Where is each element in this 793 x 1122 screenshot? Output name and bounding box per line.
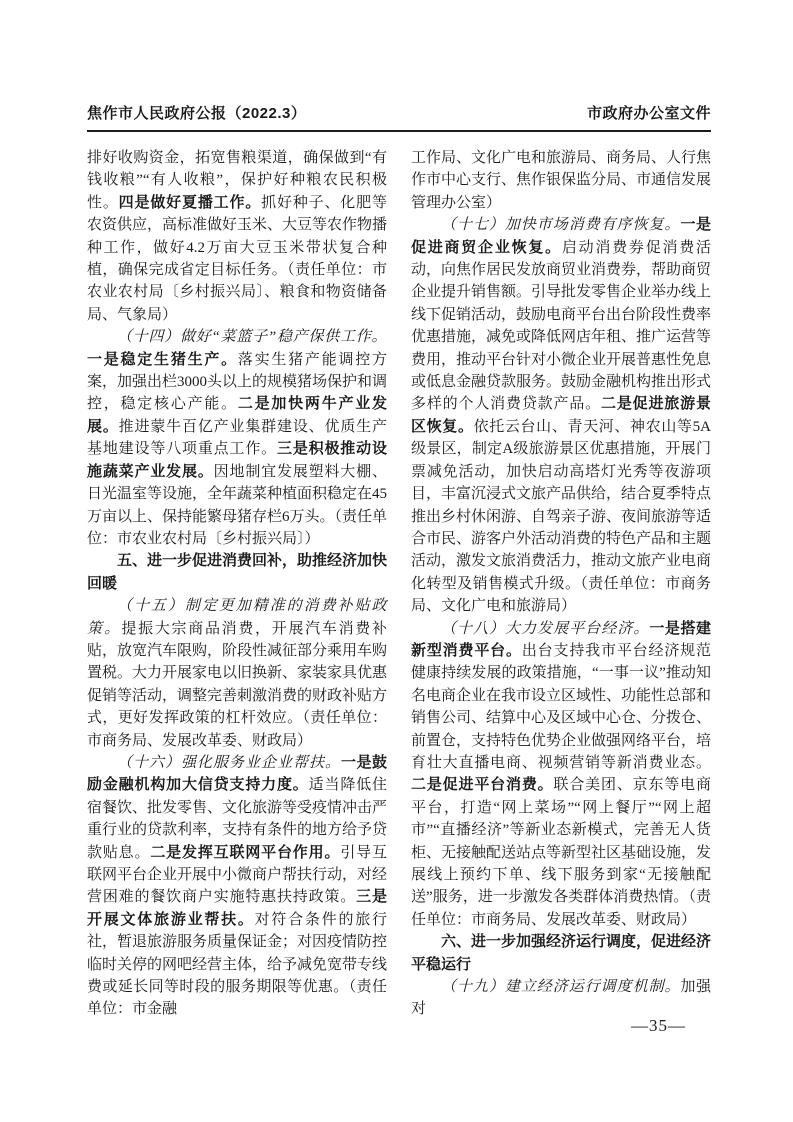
text-run-normal: 抓好种子、化肥等农资供应，高标准做好玉米、大豆等农作物播种工作，做好4.2万亩大豆玉米带状复合种植，确保完成省定目标任务。（责任单位：市农业农村局〔乡村振兴局〕、粮食和物资储备局、气象局） (87, 194, 388, 323)
text-run-bold: 四是做好夏播工作。 (118, 193, 262, 211)
text-run-kai: （十九）建立经济运行调度机制。 (441, 979, 681, 996)
body-paragraph (411, 147, 711, 214)
text-run-bold: 二是发挥互联网平台作用。 (150, 843, 341, 861)
header-rule (87, 130, 711, 132)
text-run-normal: 排好收购资金，拓宽售粮渠道，确保做到“有钱收粮”“有人收粮”，保护好种粮农民积极性。 (87, 150, 387, 211)
text-run-normal: 启动消费券促消费活动，向焦作居民发放商贸业消费券，帮助商贸企业提升销售额。引导批发零售企业举办线上线下促销活动，鼓励电商平台出台阶段性费率优惠措施，减免或降低网店年租、推广运营等费用，推动平台针对小微企业开展普惠性免息或低息金融贷款服务。鼓励金融机构推出形式多样的个人消费贷款产品。 (411, 239, 712, 413)
text-run-kai: （十五）制定更加精准的消费补贴政策。 (87, 598, 387, 637)
text-run-bold: 一是促进商贸企业恢复。 (411, 216, 711, 256)
column-left (87, 147, 387, 1021)
text-run-normal: 出台支持我市平台经济规范健康持续发展的政策措施，“一事一议”推动知名电商企业在我市设立区域性、功能性总部和销售公司、结算中心及区域中心仓、分拨仓、前置仓，支持特色优势企业做强网络平台，培育壮大直播电商、视频营销等新消费业态。 (411, 642, 712, 771)
text-run-kai: （十七）加快市场消费有序恢复。 (441, 217, 681, 234)
text-run-normal: 提振大宗商品消费，开展汽车消费补贴，放宽汽车限购，阶段性减征部分乘用车购置税。大力开展家电以旧换新、家装家具优惠促销等活动，调整完善刺激消费的财政补贴方式，更好发挥政策的杠杆效应。（责任单位：市商务局、发展改革委、财政局） (87, 620, 388, 749)
text-run-bold: 一是搭建新型消费平台。 (411, 619, 711, 659)
text-run-normal: 落实生猪产能调控方案，加强出栏3000头以上的规模猪场保护和调控，稳定核心产能。 (87, 351, 388, 413)
body-paragraph (87, 147, 387, 326)
text-run-normal: 工作局、文化广电和旅游局、商务局、人行焦作市中心支行、焦作银保监分局、市通信发展管理办公室） (411, 150, 712, 211)
text-run-kai: （十四）做好“菜篮子”稳产保供工作。 (117, 329, 387, 346)
body-paragraph (411, 618, 711, 932)
text-run-kai: （十八）大力发展平台经济。 (441, 620, 650, 637)
body-paragraph (87, 326, 387, 550)
text-run-bold: 二是促进旅游景区恢复。 (411, 395, 711, 435)
body-columns (87, 147, 711, 1021)
body-paragraph (411, 976, 711, 1021)
body-paragraph (411, 214, 711, 617)
text-run-normal: 对符合条件的旅行社，暂退旅游服务质量保证金；对因疫情防控临时关停的网吧经营主体，给予减免宽带专线费或延长同等时段的服务期限等优惠。（责任单位：市金融 (87, 911, 388, 1018)
text-run-bold: 一是鼓励金融机构加大信贷支持力度。 (87, 753, 387, 794)
section-heading (411, 931, 711, 976)
text-run-normal: 推进蒙牛百亿产业集群建设、优质生产基地建设等八项重点工作。 (87, 418, 387, 458)
text-run-bold: 三是开展文体旅游业帮扶。 (87, 888, 387, 928)
section-heading (87, 550, 387, 595)
text-run-normal: 加强对 (411, 979, 711, 1018)
text-run-normal: 引导互联网平台企业开展中小微商户帮扶行动，对经营困难的餐饮商户实施特惠扶持政策。 (87, 844, 388, 906)
body-paragraph (87, 595, 387, 752)
text-run-normal: 适当降低住宿餐饮、批发零售、文化旅游等受疫情冲击严重行业的贷款利率，支持有条件的地方给予贷款贴息。 (87, 777, 388, 861)
text-run-bold: 二是加快两牛产业发展。 (87, 395, 387, 435)
text-run-bold: 一是稳定生猪生产。 (87, 350, 238, 368)
running-header (87, 102, 711, 123)
text-run-bold: 三是积极推动设施蔬菜产业发展。 (87, 440, 387, 480)
header-document-category: 市政府办公室文件 (586, 105, 711, 122)
page-number: —35— (631, 1016, 686, 1035)
body-paragraph (87, 752, 387, 1021)
text-run-normal: 依托云台山、青天河、神农山等5A级景区，制定A级旅游景区优惠措施，开展门票减免活动，加快启动高塔灯光秀等夜游项目，丰富沉浸式文旅产品供给，结合夏季特点推出乡村休闲游、自驾亲子游、夜间旅游等适合市民、游客户外活动消费的特色产品和主题活动，激发文旅消费活力，推动文旅产业电商化转型及销售模式升级。（责任单位：市商务局、文化广电和旅游局） (411, 418, 712, 615)
text-run-bold: 五、进一步促进消费回补，助推经济加快回暖 (87, 552, 388, 592)
text-run-kai: （十六）强化服务业企业帮扶。 (117, 754, 341, 771)
text-run-bold: 二是促进平台消费。 (411, 776, 554, 794)
text-run-bold: 六、进一步加强经济运行调度，促进经济平稳运行 (411, 933, 712, 973)
text-run-normal: 因地制宜发展塑料大棚、日光温室等设施，全年蔬菜种植面积稳定在45万亩以上、保持能繁母猪存栏6万头。（责任单位：市农业农村局〔乡村振兴局〕） (87, 463, 388, 547)
column-right (411, 147, 711, 1021)
text-run-normal: 联合美团、京东等电商平台，打造“网上菜场”“网上餐厅”“网上超市”“直播经济”等新业态新模式，完善无人货柜、无接触配送站点等新型社区基础设施，发展线上预约下单、线下服务到家“无接触配送”服务，进一步激发各类群体消费热情。（责任单位：市商务局、发展改革委、财政局） (411, 777, 712, 928)
header-gazette-title: 焦作市人民政府公报（2022.3） (87, 105, 307, 122)
